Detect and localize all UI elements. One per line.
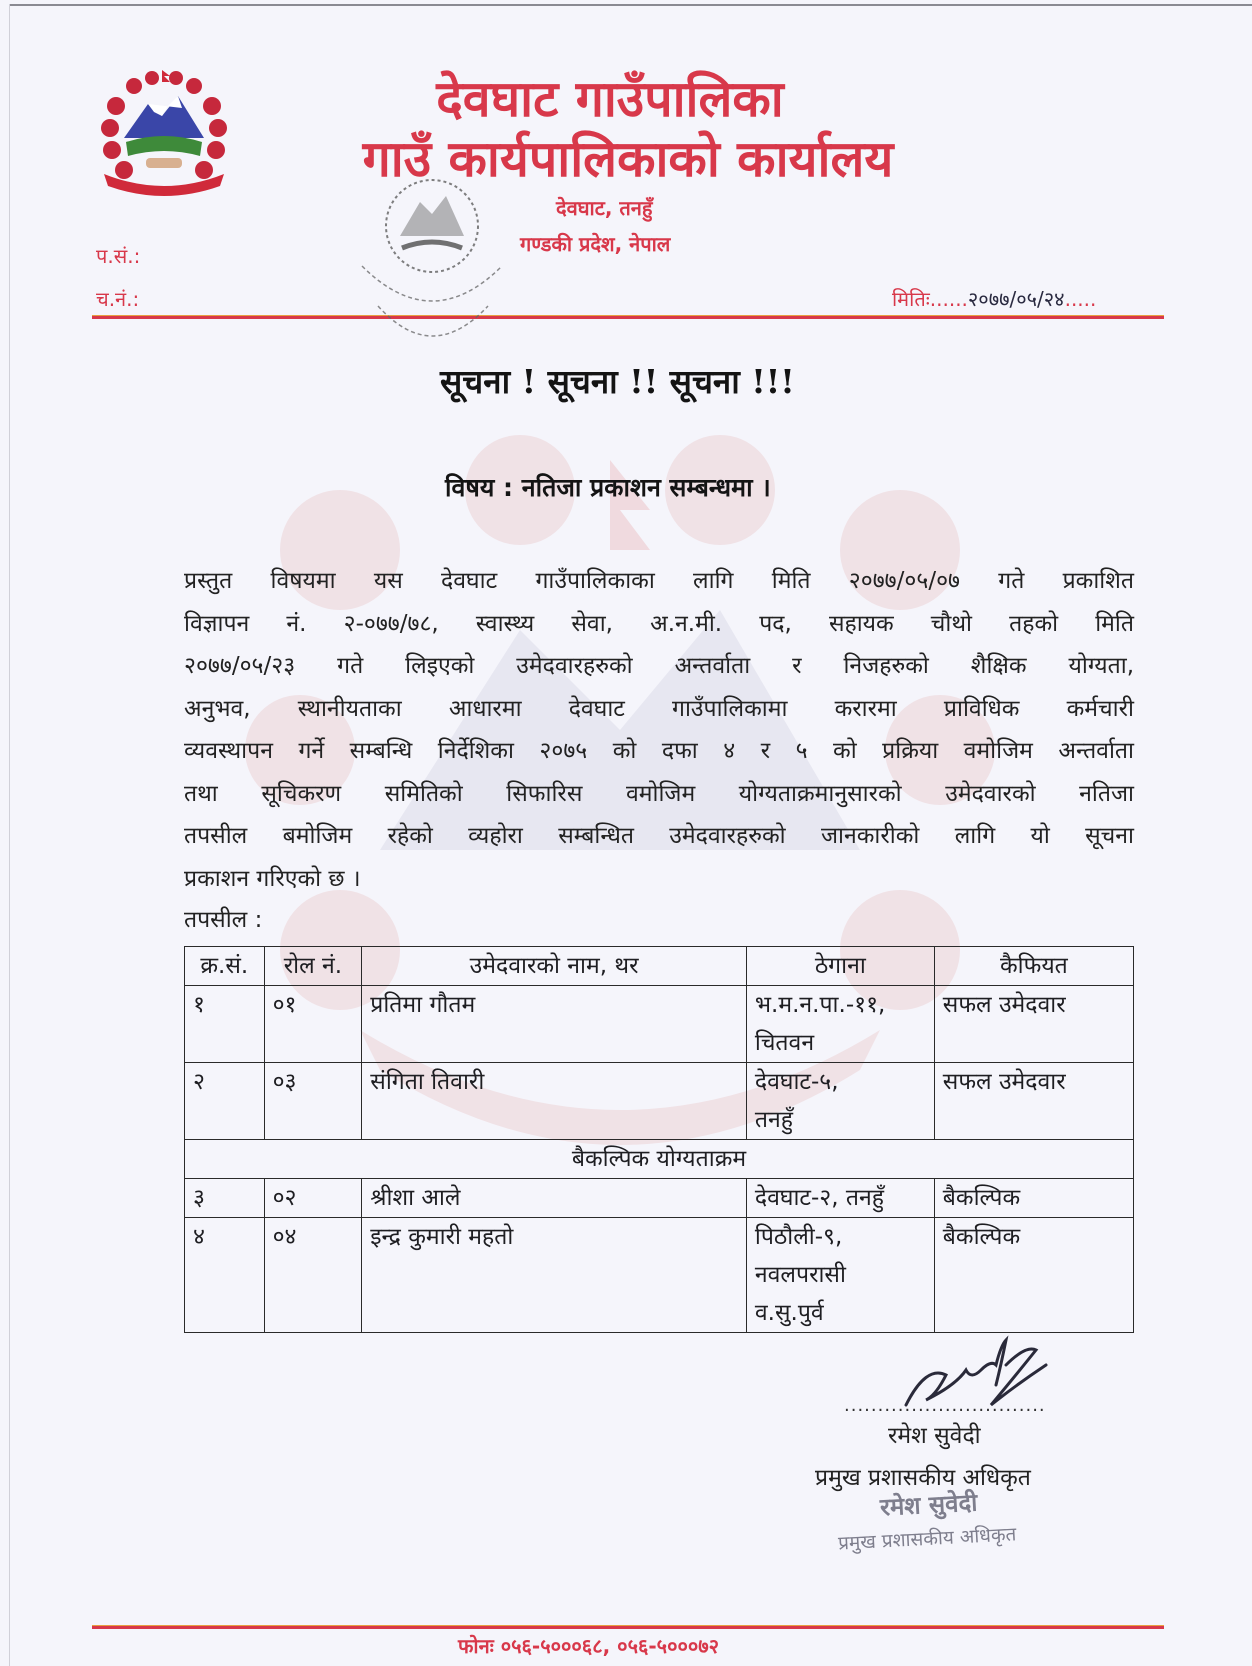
office-title-line2: गाउँ कार्यपालिकाको कार्यालय — [362, 130, 894, 188]
cell-roll: ०३ — [264, 1063, 362, 1140]
cell-name: इन्द्र कुमारी महतो — [362, 1218, 747, 1333]
cell-address — [746, 986, 934, 1063]
address-line: चितवन — [754, 1030, 815, 1056]
cell-name: संगिता तिवारी — [362, 1063, 747, 1140]
address-line: व.सु.पुर्व — [754, 1300, 824, 1326]
results-table — [184, 946, 1134, 1333]
address-line: तनहुँ — [754, 1107, 793, 1133]
date-row — [892, 285, 1096, 312]
address-line: भ.म.न.पा.-११, — [754, 992, 886, 1018]
cell-roll: ०४ — [264, 1218, 362, 1333]
nepal-emblem-icon — [96, 66, 232, 202]
table-header-row — [185, 947, 1134, 986]
address-line: देवघाट-२, तनहुँ — [754, 1185, 884, 1211]
schedule-label: तपसील : — [184, 907, 263, 933]
table-row — [185, 1063, 1134, 1140]
signatory-name: रमेश सुवेदी — [888, 1423, 981, 1449]
table-row — [185, 1179, 1134, 1218]
office-seal-stamp-icon — [352, 166, 514, 366]
title-stamp: प्रमुख प्रशासकीय अधिकृत — [837, 1523, 1017, 1555]
notice-body — [184, 560, 1134, 900]
cell-name: प्रतिमा गौतम — [362, 986, 747, 1063]
signature-line: .............................. — [844, 1395, 1046, 1416]
cell-serial: ३ — [185, 1179, 265, 1218]
cell-remark: बैकल्पिक — [934, 1218, 1133, 1333]
office-address-line2: गण्डकी प्रदेश, नेपाल — [520, 232, 671, 256]
cell-remark: बैकल्पिक — [934, 1179, 1133, 1218]
notice-heading: सूचना ! सूचना !! सूचना !!! — [440, 362, 795, 401]
date-value: २०७७/०५/२४ — [967, 287, 1065, 311]
cell-address — [746, 1063, 934, 1140]
letterhead-divider — [92, 315, 1164, 319]
scan-top-edge — [10, 4, 1252, 6]
notice-subject: विषय : नतिजा प्रकाशन सम्बन्धमा । — [445, 473, 771, 502]
header-address: ठेगाना — [746, 947, 934, 986]
body-line: प्रस्तुत विषयमा यस देवघाट गाउँपालिकाका लागि मिति २०७७/०५/०७ गते प्रकाशित — [184, 568, 1134, 594]
cell-remark: सफल उमेदवार — [934, 1063, 1133, 1140]
body-line: विज्ञापन नं. २-०७७/७८, स्वास्थ्य सेवा, अ.न.मी. पद, सहायक चौथो तहको मिति — [184, 610, 1134, 637]
cell-address — [746, 1218, 934, 1333]
table-row — [185, 1218, 1134, 1333]
office-title-line1: देवघाट गाउँपालिका — [436, 70, 784, 128]
section-row — [185, 1140, 1134, 1179]
signatory-title: प्रमुख प्रशासकीय अधिकृत — [815, 1465, 1031, 1491]
body-line: तथा सूचिकरण समितिको सिफारिस वमोजिम योग्यताक्रमानुसारको उमेदवारको नतिजा — [184, 780, 1134, 807]
header-roll: रोल नं. — [264, 947, 362, 986]
address-line: नवलपरासी — [754, 1262, 846, 1288]
body-line: अनुभव, स्थानीयताका आधारमा देवघाट गाउँपालिकामा करारमा प्राविधिक कर्मचारी — [184, 695, 1134, 722]
scan-left-edge — [9, 4, 10, 1666]
cell-name: श्रीशा आले — [362, 1179, 747, 1218]
body-line: तपसील बमोजिम रहेको व्यहोरा सम्बन्धित उमेदवारहरुको जानकारीको लागि यो सूचना — [184, 823, 1134, 849]
body-line: २०७७/०५/२३ गते लिइएको उमेदवारहरुको अन्तर्वाता र निजहरुको शैक्षिक योग्यता, — [184, 653, 1134, 679]
address-line: पिठौली-९, — [754, 1224, 843, 1250]
table-row — [185, 986, 1134, 1063]
cell-serial: २ — [185, 1063, 265, 1140]
body-line: व्यवस्थापन गर्ने सम्बन्धि निर्देशिका २०७५ को दफा ४ र ५ को प्रक्रिया वमोजिम अन्तर्वाता — [184, 738, 1134, 764]
header-name: उमेदवारको नाम, थर — [362, 947, 747, 986]
header-remark: कैफियत — [934, 947, 1133, 986]
header-serial: क्र.सं. — [185, 947, 265, 986]
reference-cn-label: च.नं.: — [96, 287, 140, 311]
cell-roll: ०२ — [264, 1179, 362, 1218]
cell-roll: ०१ — [264, 986, 362, 1063]
footer-phone: फोनः ०५६-५०००६८, ०५६-५०००७२ — [458, 1634, 720, 1658]
cell-address — [746, 1179, 934, 1218]
address-line: देवघाट-५, — [754, 1069, 839, 1095]
date-trail: ..... — [1064, 287, 1097, 311]
date-label: मितिः...... — [892, 287, 968, 311]
body-line: प्रकाशन गरिएको छ । — [184, 865, 361, 892]
office-address-line1: देवघाट, तनहुँ — [556, 196, 653, 220]
name-stamp: रमेश सुवेदी — [879, 1488, 979, 1522]
reference-ps-label: प.सं.: — [96, 244, 141, 268]
cell-serial: ४ — [185, 1218, 265, 1333]
footer-divider — [92, 1625, 1164, 1629]
alternate-section-label: बैकल्पिक योग्यताक्रम — [185, 1140, 1134, 1179]
cell-serial: १ — [185, 986, 265, 1063]
cell-remark: सफल उमेदवार — [934, 986, 1133, 1063]
